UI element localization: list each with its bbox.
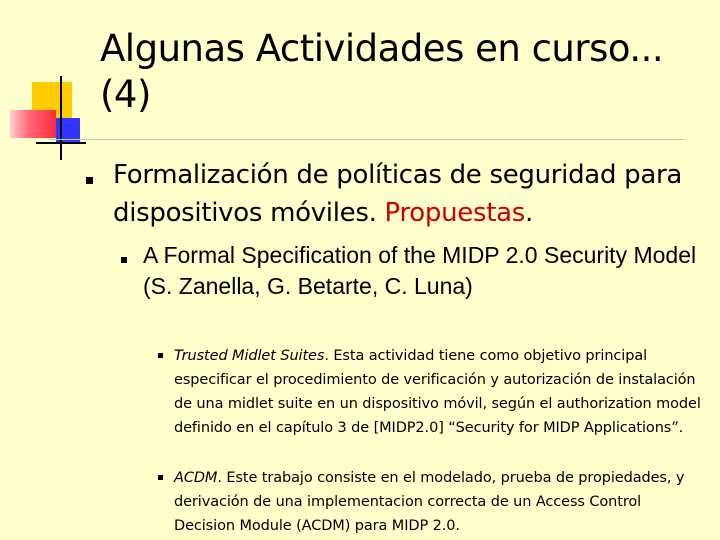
slide-title: Algunas Actividades en curso... (4) bbox=[100, 27, 664, 116]
level1-suffix: . bbox=[524, 198, 533, 228]
bullet-level2 bbox=[121, 257, 127, 263]
level3-2-lead: ACDM bbox=[174, 470, 218, 486]
bullet-text-level2: A Formal Specification of the MIDP 2.0 Security Model (S. Zanella, G. Betarte, C. Luna) bbox=[143, 242, 697, 299]
level3-1-text: . Esta actividad tiene como objetivo principal especificar el procedimiento de verificación y autorización de instalación de una midlet suite en un dispositivo móvil, según el authorization model definido en el capítulo 3 de [MIDP2.0] “Security for MIDP Applications”. bbox=[174, 348, 701, 436]
bullet-level1 bbox=[86, 177, 93, 184]
bullet-level3-1 bbox=[158, 353, 163, 358]
decoration-red-bar bbox=[10, 110, 56, 138]
bullet-text-level3-2 bbox=[174, 466, 704, 538]
level1-accent: Propuestas bbox=[384, 198, 525, 228]
bullet-level3-2 bbox=[158, 475, 163, 480]
level3-1-lead: Trusted Midlet Suites bbox=[174, 348, 325, 364]
decoration-vertical-line bbox=[60, 76, 62, 160]
decoration-horizontal-line bbox=[36, 142, 86, 144]
level1-text: Formalización de políticas de seguridad para dispositivos móviles. bbox=[113, 160, 682, 228]
bullet-text-level1 bbox=[113, 156, 703, 232]
title-underline bbox=[50, 139, 685, 140]
level3-2-text: . Este trabajo consiste en el modelado, prueba de propiedades, y derivación de una implementacion correcta de un Access Control Decision Module (ACDM) para MIDP 2.0. bbox=[174, 470, 685, 534]
bullet-text-level3-1 bbox=[174, 344, 704, 440]
